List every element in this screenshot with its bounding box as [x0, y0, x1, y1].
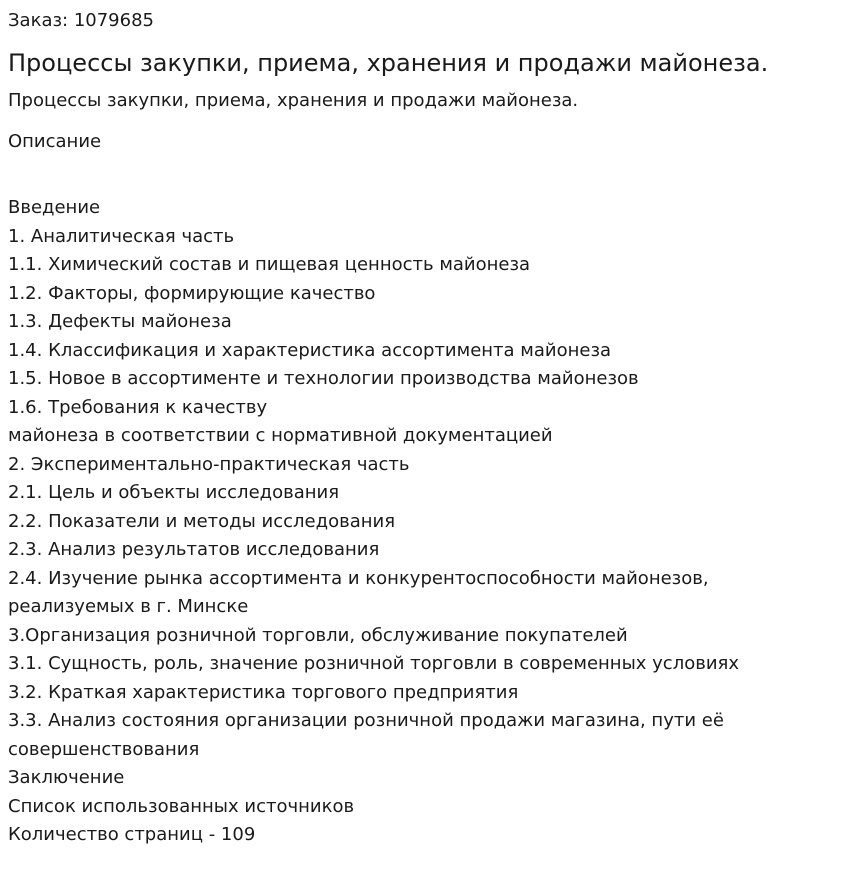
toc-line: Список использованных источников	[8, 795, 355, 817]
toc-line: Введение	[8, 197, 101, 218]
order-number: Заказ: 1079685	[8, 10, 154, 31]
toc-line: Заключение	[8, 767, 125, 788]
document-title: Процессы закупки, приема, хранения и продажи майонеза.	[8, 49, 769, 77]
toc-line: 2. Экспериментально-практическая часть	[8, 453, 410, 475]
toc-line: 2.2. Показатели и методы исследования	[8, 510, 396, 532]
toc-line: 1.4. Классификация и характеристика ассортимента майонеза	[8, 339, 612, 361]
toc-line: 2.1. Цель и объекты исследования	[8, 482, 340, 503]
toc-line: совершенствования	[8, 738, 200, 760]
toc-line: 1.3. Дефекты майонеза	[8, 311, 232, 332]
document-subtitle: Процессы закупки, приема, хранения и продажи майонеза.	[8, 90, 579, 111]
toc-line: 1.6. Требования к качеству	[8, 396, 268, 418]
toc-line: 3.3. Анализ состояния организации розничной продажи магазина, пути её	[8, 710, 724, 731]
description-heading: Описание	[8, 131, 102, 152]
page-count: Количество страниц - 109	[8, 824, 256, 845]
toc-line: 1.1. Химический состав и пищевая ценность майонеза	[8, 254, 531, 275]
toc-line: 3.Организация розничной торговли, обслуживание покупателей	[8, 624, 628, 646]
table-of-contents	[8, 194, 839, 850]
toc-line: 3.1. Сущность, роль, значение розничной торговли в современных условиях	[8, 653, 740, 674]
toc-line: реализуемых в г. Минске	[8, 596, 249, 617]
toc-line: 2.4. Изучение рынка ассортимента и конкурентоспособности майонезов,	[8, 567, 709, 589]
toc-line: 2.3. Анализ результатов исследования	[8, 539, 380, 560]
toc-line: 1. Аналитическая часть	[8, 225, 235, 247]
toc-line: майонеза в соответствии с нормативной документацией	[8, 425, 553, 446]
toc-line: 1.5. Новое в ассортименте и технологии производства майонезов	[8, 368, 639, 389]
toc-line: 3.2. Краткая характеристика торгового предприятия	[8, 681, 519, 703]
toc-line: 1.2. Факторы, формирующие качество	[8, 282, 376, 304]
